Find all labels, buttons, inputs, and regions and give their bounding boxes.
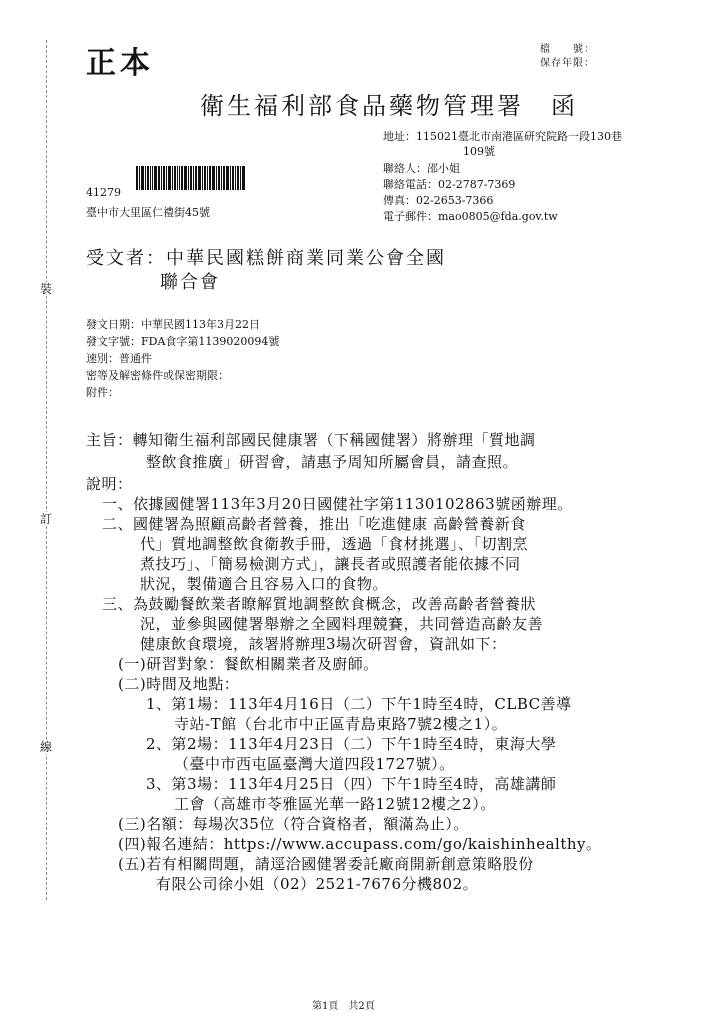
- retention-period-label: 保存年限：: [540, 58, 595, 69]
- sub-item-registration-link[interactable]: (四)報名連結：https://www.accupass.com/go/kaishinhealthy。: [118, 835, 602, 853]
- recipient-line-2: 聯合會: [160, 272, 220, 293]
- binding-line: [46, 40, 47, 900]
- delivery-speed: 速別：普通件: [86, 352, 152, 365]
- item-two-line-2: 代」質地調整飲食衛教手冊，透過「食材挑選」、「切割烹: [140, 535, 529, 553]
- item-one: 一、依據國健署113年3月20日國健社字第1130102863號函辦理。: [102, 495, 573, 513]
- session-2-line-1: 2、第2場：113年4月23日（二）下午1時至4時，東海大學: [146, 735, 557, 753]
- session-1-line-1: 1、第1場：113年4月16日（二）下午1時至4時，CLBC善導: [146, 695, 572, 713]
- postal-code: 41279: [86, 186, 121, 199]
- session-1-line-2: 寺站-T館（台北市中正區青島東路7號2樓之1）。: [174, 715, 508, 733]
- contact-email: 電子郵件：mao0805@fda.gov.tw: [383, 210, 558, 223]
- explanation-label: 說明：: [86, 475, 133, 493]
- item-three-line-2: 況，並參與國健署舉辦之全國料理競賽，共同營造高齡友善: [140, 615, 544, 633]
- address-line-2: 109號: [463, 145, 495, 158]
- binding-mark-xian: 線: [40, 740, 53, 754]
- recipient-line-1: 受文者：中華民國糕餅商業同業公會全國: [86, 248, 446, 269]
- original-copy-stamp: 正本: [86, 46, 154, 81]
- sub-item-inquiry-line-2: 有限公司徐小姐（02）2521-7676分機802。: [156, 875, 479, 893]
- binding-mark-ding: 訂: [40, 512, 53, 526]
- secrecy-level: 密等及解密條件或保密期限：: [86, 369, 229, 382]
- page-number: 第1頁 共2頁: [312, 1001, 375, 1012]
- postal-barcode: [136, 166, 286, 190]
- recipient-mailing-address: 臺中市大里區仁禮街45號: [86, 206, 210, 219]
- item-two-line-1: 二、國健署為照顧高齡者營養，推出「吃進健康 高齡營養新食: [102, 515, 526, 533]
- subject-line-2: 整飲食推廣」研習會，請惠予周知所屬會員，請查照。: [146, 453, 519, 471]
- item-three-line-1: 三、為鼓勵餐飲業者瞭解質地調整飲食概念，改善高齡者營養狀: [102, 595, 537, 613]
- contact-phone: 聯絡電話：02-2787-7369: [383, 178, 516, 191]
- contact-person: 聯絡人：邵小姐: [383, 162, 460, 175]
- binding-mark-zhuang: 裝: [40, 282, 53, 296]
- session-3-line-2: 工會（高雄市苓雅區光華一路12號12樓之2）。: [174, 795, 496, 813]
- file-number-label: 檔 號：: [540, 44, 595, 55]
- attachment-label: 附件：: [86, 386, 119, 399]
- item-two-line-3: 煮技巧」、「簡易檢測方式」，讓長者或照護者能依據不同: [140, 555, 521, 573]
- agency-title: 衛生福利部食品藥物管理署 函: [200, 92, 578, 120]
- issue-date: 發文日期：中華民國113年3月22日: [86, 318, 260, 331]
- session-2-line-2: （臺中市西屯區臺灣大道四段1727號）。: [174, 755, 455, 773]
- document-number: 發文字號：FDA食字第1139020094號: [86, 335, 280, 348]
- subject-line-1: 主旨：轉知衛生福利部國民健康署（下稱國健署）將辦理「質地調: [86, 431, 536, 449]
- address-line-1: 地址：115021臺北市南港區研究院路一段130巷: [383, 130, 622, 143]
- sub-item-time-place: (二)時間及地點：: [118, 675, 240, 693]
- item-two-line-4: 狀況，製備適合且容易入口的食物。: [140, 575, 389, 593]
- item-three-line-3: 健康飲食環境，該署將辦理3場次研習會，資訊如下：: [140, 635, 507, 653]
- sub-item-quota: (三)名額：每場次35位（符合資格者，額滿為止）。: [118, 815, 469, 833]
- session-3-line-1: 3、第3場：113年4月25日（四）下午1時至4時，高雄講師: [146, 775, 557, 793]
- sub-item-target: (一)研習對象：餐飲相關業者及廚師。: [118, 655, 379, 673]
- sub-item-inquiry-line-1: (五)若有相關問題，請逕洽國健署委託廠商開新創意策略股份: [118, 855, 534, 873]
- contact-fax: 傳真：02-2653-7366: [383, 194, 494, 207]
